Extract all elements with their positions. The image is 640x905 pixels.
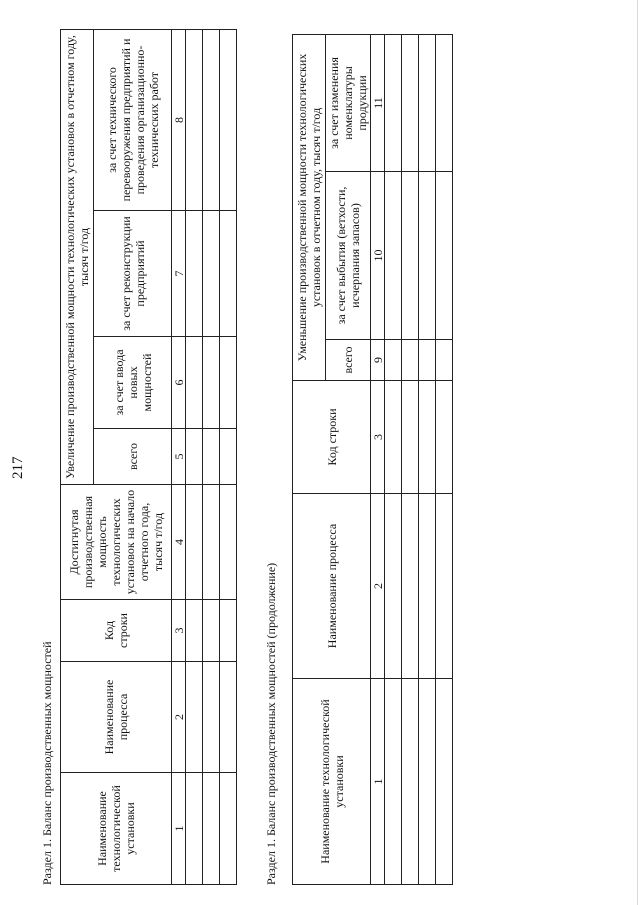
column-number: 2 xyxy=(172,662,186,773)
column-number: 3 xyxy=(172,600,186,662)
section1-caption: Раздел 1. Баланс производственных мощностей xyxy=(40,641,54,885)
column-number: 9 xyxy=(371,340,385,381)
table-row xyxy=(220,29,237,884)
column-number: 6 xyxy=(172,337,186,429)
table-row xyxy=(186,29,203,884)
table-row xyxy=(203,29,220,884)
column-number: 2 xyxy=(371,494,385,679)
column-number: 10 xyxy=(371,172,385,340)
table-row xyxy=(419,34,436,884)
header-decrease-group: Уменьшение производственной мощности технологических установок в отчетном году, тысяч т/год xyxy=(293,34,326,380)
column-number: 1 xyxy=(172,773,186,885)
column-number: 11 xyxy=(371,34,385,171)
column-number: 5 xyxy=(172,429,186,485)
header-process-name: Наименование процесса xyxy=(293,494,371,679)
header-row-code: Код строки xyxy=(293,381,371,494)
section1-table xyxy=(60,29,237,885)
header-installation-name: Наименование технологической установки xyxy=(293,679,371,885)
header-nomenclature: за счет изменения номенклатуры продукции xyxy=(326,34,371,171)
column-number: 7 xyxy=(172,211,186,337)
column-number: 1 xyxy=(371,679,385,885)
header-process-name: Наименование процесса xyxy=(61,662,172,773)
column-number: 3 xyxy=(371,381,385,494)
header-increase-total: всего xyxy=(94,429,172,485)
page-number: 217 xyxy=(10,456,26,479)
header-retirement: за счет выбытия (ветхости, исчерпания запасов) xyxy=(326,172,371,340)
header-new-capacity: за счет ввода новых мощностей xyxy=(94,337,172,429)
column-number: 4 xyxy=(172,485,186,600)
table-row xyxy=(385,34,402,884)
header-decrease-total: всего xyxy=(326,340,371,381)
section1-cont-caption: Раздел 1. Баланс производственных мощностей (продолжение) xyxy=(264,562,278,885)
section1-cont-table xyxy=(292,34,453,885)
header-increase-group: Увеличение производственной мощности технологических установок в отчетном году, тысяч т/год xyxy=(61,29,94,484)
table-row xyxy=(402,34,419,884)
header-row-code: Код строки xyxy=(61,600,172,662)
header-retooling: за счет технического перевооружения предприятий и проведения организационно-технических работ xyxy=(94,29,172,210)
table-row xyxy=(436,34,453,884)
header-capacity-start: Достигнутая производственная мощность технологических установок на начало отчетного года, тысяч т/год xyxy=(61,485,172,600)
header-installation-name: Наименование технологической установки xyxy=(61,773,172,885)
column-number: 8 xyxy=(172,29,186,210)
header-reconstruction: за счет реконструкции предприятий xyxy=(94,211,172,337)
